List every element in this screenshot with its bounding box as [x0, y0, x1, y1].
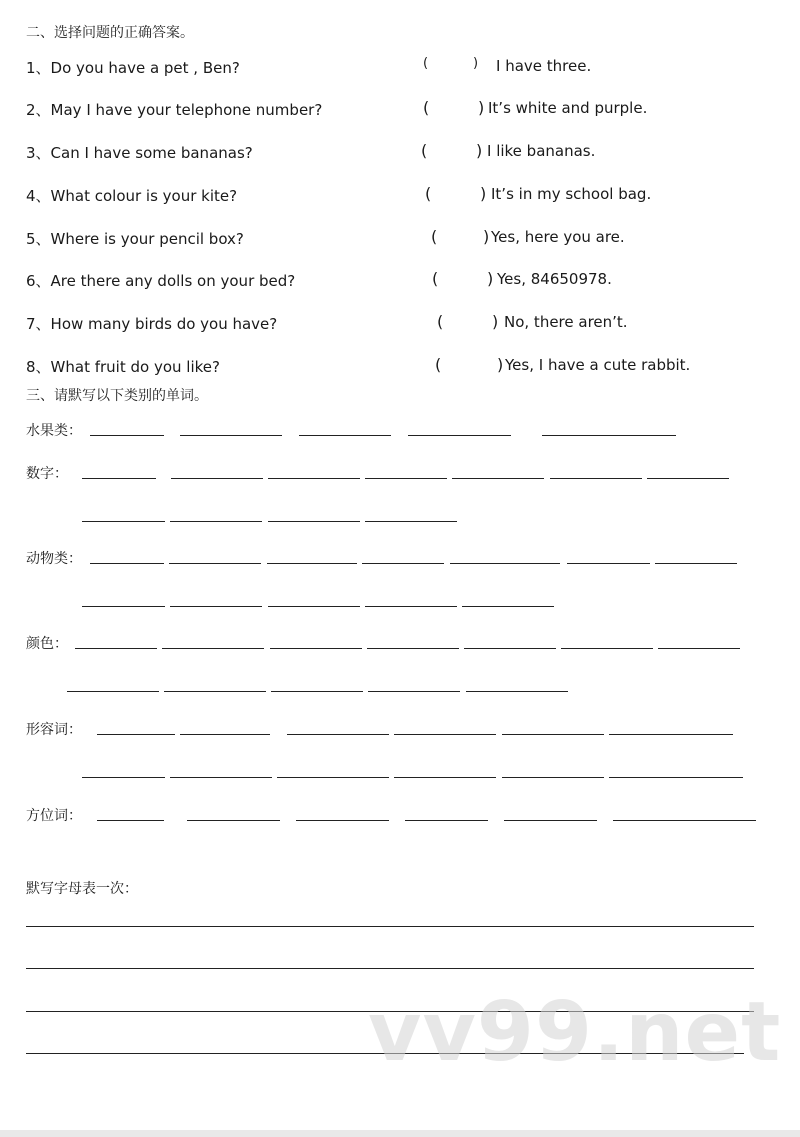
fruit-blank-1[interactable] [90, 435, 164, 436]
answer-option-3: I like bananas. [487, 142, 596, 160]
animals-blank-5[interactable] [450, 563, 560, 564]
section-2-title: 二、选择问题的正确答案。 [26, 25, 194, 41]
fruit-blank-3[interactable] [299, 435, 391, 436]
watermark-text: vv99.net [368, 985, 782, 1080]
colors-blank-3[interactable] [270, 648, 362, 649]
numbers-category-label: 数字： [26, 466, 68, 482]
colors-blank-4[interactable] [367, 648, 459, 649]
adjectives-blank-5[interactable] [502, 734, 604, 735]
question-5: 5、Where is your pencil box? [26, 230, 244, 248]
animals-blank-1[interactable] [90, 563, 164, 564]
numbers-blank-9[interactable] [170, 521, 262, 522]
adjectives-blank-2[interactable] [180, 734, 270, 735]
question-2: 2、May I have your telephone number? [26, 101, 323, 119]
prepositions-blank-6[interactable] [613, 820, 756, 821]
numbers-blank-1[interactable] [82, 478, 156, 479]
prepositions-category-label: 方位词： [26, 808, 82, 824]
colors-blank-8[interactable] [67, 691, 159, 692]
colors-blank-11[interactable] [368, 691, 460, 692]
answer-paren-open-5: ( [431, 227, 438, 246]
answer-paren-open-7: ( [437, 312, 444, 331]
answer-paren-close-2: ) [478, 98, 485, 117]
colors-blank-6[interactable] [561, 648, 653, 649]
colors-category-label: 颜色： [26, 636, 68, 652]
alphabet-label: 默写字母表一次： [26, 881, 138, 897]
animals-blank-12[interactable] [462, 606, 554, 607]
adjectives-blank-4[interactable] [394, 734, 496, 735]
answer-option-1: I have three. [496, 57, 592, 75]
page-bottom-edge [0, 1130, 800, 1137]
numbers-blank-11[interactable] [365, 521, 457, 522]
adjectives-blank-11[interactable] [502, 777, 604, 778]
animals-blank-2[interactable] [169, 563, 261, 564]
prepositions-blank-3[interactable] [296, 820, 389, 821]
question-1: 1、Do you have a pet , Ben? [26, 59, 240, 77]
colors-blank-12[interactable] [466, 691, 568, 692]
prepositions-blank-2[interactable] [187, 820, 280, 821]
numbers-blank-4[interactable] [365, 478, 447, 479]
adjectives-blank-6[interactable] [609, 734, 733, 735]
prepositions-blank-1[interactable] [97, 820, 164, 821]
colors-blank-5[interactable] [464, 648, 556, 649]
adjectives-category-label: 形容词： [26, 722, 82, 738]
numbers-blank-8[interactable] [82, 521, 165, 522]
adjectives-blank-1[interactable] [97, 734, 175, 735]
answer-paren-open-2: ( [423, 98, 430, 117]
colors-blank-7[interactable] [658, 648, 740, 649]
animals-blank-6[interactable] [567, 563, 650, 564]
numbers-blank-2[interactable] [171, 478, 263, 479]
answer-paren-open-4: ( [425, 184, 432, 203]
animals-blank-4[interactable] [362, 563, 444, 564]
animals-blank-9[interactable] [170, 606, 262, 607]
answer-paren-close-3: ) [476, 141, 483, 160]
numbers-blank-10[interactable] [268, 521, 360, 522]
adjectives-blank-7[interactable] [82, 777, 165, 778]
animals-blank-3[interactable] [267, 563, 357, 564]
answer-option-8: Yes, I have a cute rabbit. [505, 356, 691, 374]
answer-paren-close-7: ) [492, 312, 499, 331]
answer-paren-open-3: ( [421, 141, 428, 160]
animals-blank-8[interactable] [82, 606, 165, 607]
animals-category-label: 动物类： [26, 551, 82, 567]
question-4: 4、What colour is your kite? [26, 187, 238, 205]
numbers-blank-5[interactable] [452, 478, 544, 479]
answer-paren-open-1: ( [423, 56, 429, 71]
answer-paren-close-1: ) [473, 56, 479, 71]
numbers-blank-6[interactable] [550, 478, 642, 479]
fruit-blank-5[interactable] [542, 435, 676, 436]
question-7: 7、How many birds do you have? [26, 315, 278, 333]
question-3: 3、Can I have some bananas? [26, 144, 253, 162]
adjectives-blank-9[interactable] [277, 777, 389, 778]
prepositions-blank-4[interactable] [405, 820, 488, 821]
answer-option-4: It’s in my school bag. [491, 185, 652, 203]
question-8: 8、What fruit do you like? [26, 358, 220, 376]
answer-option-7: No, there aren’t. [504, 313, 628, 331]
section-3-title: 三、请默写以下类别的单词。 [26, 388, 208, 404]
animals-blank-7[interactable] [655, 563, 737, 564]
answer-option-5: Yes, here you are. [491, 228, 625, 246]
alphabet-writing-line-1[interactable] [26, 926, 754, 927]
colors-blank-1[interactable] [75, 648, 157, 649]
fruit-blank-4[interactable] [408, 435, 511, 436]
adjectives-blank-10[interactable] [394, 777, 496, 778]
answer-paren-close-4: ) [480, 184, 487, 203]
prepositions-blank-5[interactable] [504, 820, 597, 821]
answer-option-6: Yes, 84650978. [497, 270, 612, 288]
fruit-category-label: 水果类： [26, 423, 82, 439]
numbers-blank-3[interactable] [268, 478, 360, 479]
animals-blank-11[interactable] [365, 606, 457, 607]
answer-paren-open-8: ( [435, 355, 442, 374]
colors-blank-10[interactable] [271, 691, 363, 692]
question-6: 6、Are there any dolls on your bed? [26, 272, 296, 290]
numbers-blank-7[interactable] [647, 478, 729, 479]
fruit-blank-2[interactable] [180, 435, 282, 436]
answer-paren-open-6: ( [432, 269, 439, 288]
answer-paren-close-5: ) [483, 227, 490, 246]
adjectives-blank-8[interactable] [170, 777, 272, 778]
adjectives-blank-3[interactable] [287, 734, 389, 735]
adjectives-blank-12[interactable] [609, 777, 743, 778]
colors-blank-2[interactable] [162, 648, 264, 649]
answer-paren-close-8: ) [497, 355, 504, 374]
answer-option-2: It’s white and purple. [488, 99, 648, 117]
alphabet-writing-line-2[interactable] [26, 968, 754, 969]
colors-blank-9[interactable] [164, 691, 266, 692]
answer-paren-close-6: ) [487, 269, 494, 288]
animals-blank-10[interactable] [268, 606, 360, 607]
